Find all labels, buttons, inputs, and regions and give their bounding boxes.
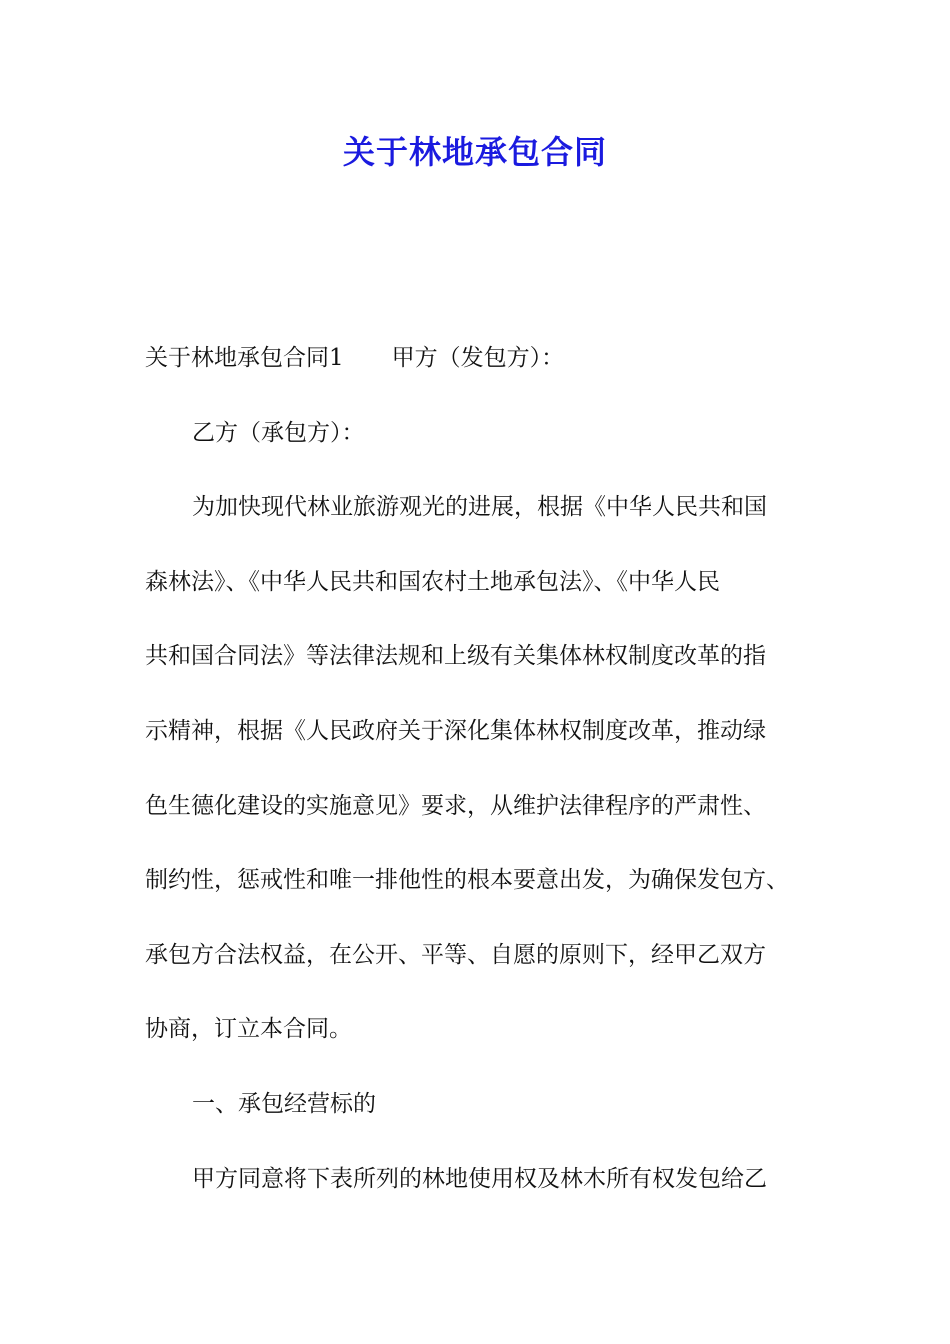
paragraph-line: 协商，订立本合同。 bbox=[145, 1016, 352, 1043]
paragraph-line: 甲方同意将下表所列的林地使用权及林木所有权发包给乙 bbox=[192, 1165, 767, 1192]
contract-heading: 关于林地承包合同1 bbox=[145, 345, 344, 371]
document-title: 关于林地承包合同 bbox=[342, 133, 607, 171]
paragraph-line: 森林法》、《中华人民共和国农村土地承包法》、《中华人民 bbox=[145, 568, 720, 595]
paragraph-line bbox=[145, 338, 835, 413]
party-b-label: 乙方（承包方）： bbox=[192, 419, 365, 446]
paragraph-line: 示精神，根据《人民政府关于深化集体林权制度改革，推动绿 bbox=[145, 717, 766, 744]
party-a-label: 甲方（发包方）： bbox=[391, 345, 565, 371]
paragraph-line: 为加快现代林业旅游观光的进展，根据《中华人民共和国 bbox=[192, 494, 767, 521]
paragraph-line: 承包方合法权益，在公开、平等、自愿的原则下，经甲乙双方 bbox=[145, 941, 766, 968]
paragraph-line: 色生德化建设的实施意见》要求，从维护法律程序的严肃性、 bbox=[145, 792, 766, 819]
paragraph-line: 制约性，惩戒性和唯一排他性的根本要意出发，为确保发包方、 bbox=[145, 867, 789, 894]
document-body bbox=[145, 338, 835, 1233]
paragraph-line: 共和国合同法》等法律法规和上级有关集体林权制度改革的指 bbox=[145, 643, 766, 670]
section-heading: 一、承包经营标的 bbox=[192, 1090, 376, 1117]
